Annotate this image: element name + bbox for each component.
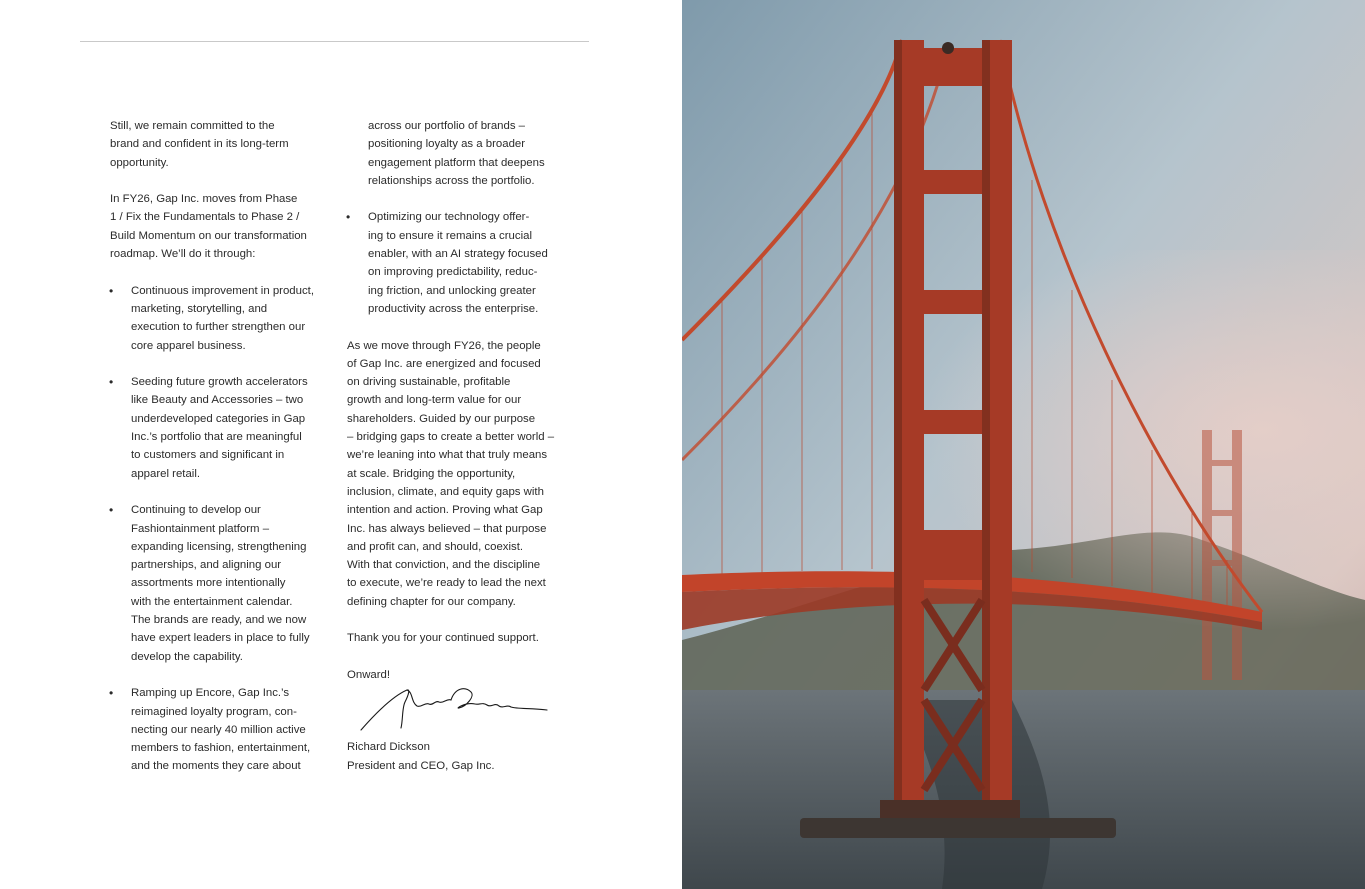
paragraph-fy26-phase: In FY26, Gap Inc. moves from Phase 1 / Fix the Fundamentals to Phase 2 / Build Momentum on our transformation roadmap. We’ll do it through: (110, 193, 307, 261)
text-column-2 (347, 117, 569, 775)
bullet-encore-loyalty: • Ramping up Encore, Gap Inc.’s reimagined loyalty program, con- necting our nearly 40 million active members to fashion, entertainment, and the moments they care about (110, 684, 330, 775)
bullet-technology: • Optimizing our technology offer- ing to ensure it remains a crucial enabler, with an AI strategy focused on improving predictability, reduc- ing friction, and unlocking greater productivity across the enterprise. (347, 208, 569, 318)
header-rule (80, 41, 589, 42)
text-column-1 (110, 117, 330, 776)
paragraph-fy26-outlook: As we move through FY26, the people of Gap Inc. are energized and focused on driving sustainable, profitable growth and long-term value for our shareholders. Guided by our purpose – bridging gaps to create a better world – we’re leaning into what that truly means at scale. Bridging the opportunity, inclusion, climate, and equity gaps with intention and action. Proving what Gap Inc. has always believed – that purpose and profit can, and should, coexist. With that conviction, and the discipline to execute, we’re ready to lead the next defining chapter for our company. (347, 339, 555, 608)
signer-title: President and CEO, Gap Inc. (347, 759, 495, 772)
signer-name: Richard Dickson (347, 741, 430, 754)
bullet-continuous-improvement: • Continuous improvement in product, marketing, storytelling, and execution to further strengthen our core apparel business. (110, 282, 330, 355)
signature-image (355, 684, 555, 734)
paragraph-commitment: Still, we remain committed to the brand and confident in its long-term opportunity. (110, 120, 289, 169)
bridge-illustration (682, 0, 1365, 889)
golden-gate-bridge-photo (682, 0, 1365, 889)
closing-line: Onward! (347, 668, 391, 681)
bullet-growth-accelerators: • Seeding future growth accelerators like Beauty and Accessories – two underdeveloped categories in Gap Inc.’s portfolio that are meaningful to customers and significant in apparel retail. (110, 373, 330, 483)
letter-page (0, 0, 682, 889)
bullet-fashiontainment: • Continuing to develop our Fashiontainment platform – expanding licensing, strengthening partnerships, and aligning our assortments more intentionally with the entertainment calendar. The brands are ready, and we now have expert leaders in place to fully develop the capability. (110, 501, 330, 666)
bullet-encore-continued: across our portfolio of brands – positioning loyalty as a broader engagement platform that deepens relationships across the portfolio. (368, 120, 545, 187)
thank-you-line: Thank you for your continued support. (347, 632, 539, 645)
